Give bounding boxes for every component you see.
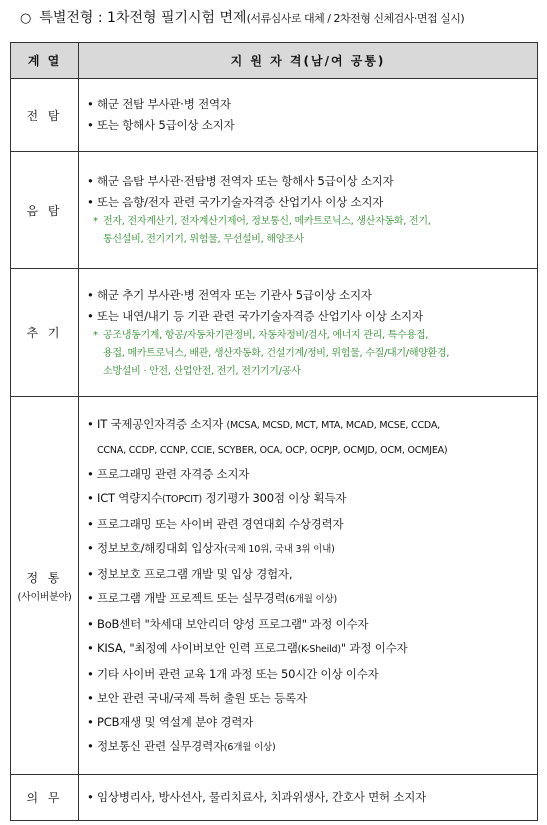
list-item: • 해군 추기 부사관·병 전역자 또는 기관사 5급이상 소지자 <box>87 285 531 306</box>
bullet-icon: • <box>87 690 94 705</box>
bullet-icon: • <box>87 590 94 605</box>
bullet-icon: • <box>87 118 94 132</box>
bullet-icon: • <box>87 540 94 555</box>
bullet-icon: • <box>87 566 94 581</box>
bullet-icon: • <box>87 616 94 631</box>
qualification-cell <box>79 397 538 775</box>
qualification-cell <box>79 775 538 821</box>
category-cell <box>11 775 79 821</box>
category-label: 전 탐 <box>26 108 63 123</box>
table-row <box>11 79 538 152</box>
category-sublabel: (사이버분야) <box>17 591 72 603</box>
bullet-icon: • <box>87 516 94 531</box>
list-item: • BoB센터 "차세대 보안리더 양성 프로그램" 과정 이수자 <box>87 612 531 636</box>
qualification-table <box>10 42 538 821</box>
bullet-icon: • <box>87 490 94 505</box>
list-item: • 해군 음탐 부사관·전탐병 전역자 또는 항해사 5급이상 소지자 <box>87 171 531 192</box>
category-label: 의 무 <box>26 791 63 805</box>
category-label: 정 통 <box>26 570 63 585</box>
bullet-icon: • <box>87 738 94 753</box>
list-item: • 또는 음향/전자 관련 국가기술자격증 산업기사 이상 소지자 <box>87 192 531 213</box>
qualification-cell <box>79 79 538 152</box>
list-item: • IT 국제공인자격증 소지자 (MCSA, MCSD, MCT, MTA, MCAD, MCSE, CCDA, <box>87 412 531 438</box>
bullet-icon: • <box>87 416 94 431</box>
list-item: • 프로그래밍 또는 사이버 관련 경연대회 수상경력자 <box>87 512 531 536</box>
list-item: • 정보보호/해킹대회 입상자(국제 10위, 국내 3위 이내) <box>87 536 531 562</box>
list-item: • 정보통신 관련 실무경력자(6개월 이상) <box>87 734 531 760</box>
table-header-row <box>11 43 538 79</box>
section-title <box>20 7 464 27</box>
list-item: • 프로그래밍 관련 자격증 소지자 <box>87 462 531 486</box>
qualification-cell <box>79 269 538 397</box>
category-cell <box>11 269 79 397</box>
list-item-continued: CCNA, CCDP, CCNP, CCIE, SCYBER, OCA, OCP, OCPJP, OCMJD, OCM, OCMJEA) <box>97 444 448 456</box>
list-item: • 또는 내연/내기 등 기관 관련 국가기술자격증 산업기사 이상 소지자 <box>87 306 531 327</box>
qualification-cell <box>79 152 538 269</box>
bullet-icon: • <box>87 287 94 302</box>
category-label: 추 기 <box>26 326 63 340</box>
circle-marker: ○ <box>20 11 32 26</box>
table-row <box>11 775 538 821</box>
list-item: • 보안 관련 국내/국제 특허 출원 또는 등록자 <box>87 686 531 710</box>
category-cell <box>11 152 79 269</box>
related-certificates-note: * 공조냉동기계, 항공/자동차기관정비, 자동차정비/검사, 에너지 관리, 특수용접, 용접, 메카트로닉스, 배관, 생산자동화, 건설기계/정비, 위험물, 수질/대기/해양환경, 소방설비 · 안전, 산업안전, 전기, 전기기기/공사 <box>87 327 531 381</box>
asterisk-icon: * <box>93 329 98 341</box>
bullet-icon: • <box>87 790 94 804</box>
list-item: • 또는 항해사 5급이상 소지자 <box>87 115 531 136</box>
title-note: (서류심사로 대체 / 2차전형 신체검사·면접 실시) <box>246 12 465 25</box>
title-text: 특별전형 : 1차전형 필기시험 면제 <box>39 10 247 26</box>
list-item: • ICT 역량지수(TOPCIT) 정기평가 300점 이상 획득자 <box>87 486 531 512</box>
header-category: 계 열 <box>11 43 79 79</box>
category-cell <box>11 397 79 775</box>
bullet-icon: • <box>87 308 94 323</box>
list-item: • 임상병리사, 방사선사, 물리치료사, 치과위생사, 간호사 면허 소지자 <box>87 787 531 808</box>
list-item: • 프로그램 개발 프로젝트 또는 실무경력(6개월 이상) <box>87 586 531 612</box>
table-row <box>11 269 538 397</box>
bullet-icon: • <box>87 640 94 655</box>
list-item: • PCB재생 및 역설계 분야 경력자 <box>87 710 531 734</box>
related-certificates-note: * 전자, 전자계산기, 전자계산기제어, 정보통신, 메카트로닉스, 생산자동화, 전기, 통신설비, 전기기기, 위험물, 무선설비, 해양조사 <box>87 213 531 249</box>
list-item: • KISA, "최정예 사이버보안 인력 프로그램(K-Sheild)" 과정 이수자 <box>87 636 531 662</box>
table-row <box>11 397 538 775</box>
bullet-icon: • <box>87 666 94 681</box>
list-item: • 기타 사이버 관련 교육 1개 과정 또는 50시간 이상 이수자 <box>87 662 531 686</box>
asterisk-icon: * <box>93 216 98 227</box>
bullet-icon: • <box>87 97 94 111</box>
bullet-icon: • <box>87 174 94 188</box>
category-cell <box>11 79 79 152</box>
table-row <box>11 152 538 269</box>
bullet-icon: • <box>87 714 94 729</box>
list-item: • 정보보호 프로그램 개발 및 입상 경험자, <box>87 562 531 586</box>
bullet-icon: • <box>87 466 94 481</box>
header-qualification: 지 원 자 격(남/여 공통) <box>79 43 538 79</box>
category-label: 음 탐 <box>26 203 63 218</box>
bullet-icon: • <box>87 195 94 209</box>
list-item: • 해군 전탐 부사관·병 전역자 <box>87 94 531 115</box>
